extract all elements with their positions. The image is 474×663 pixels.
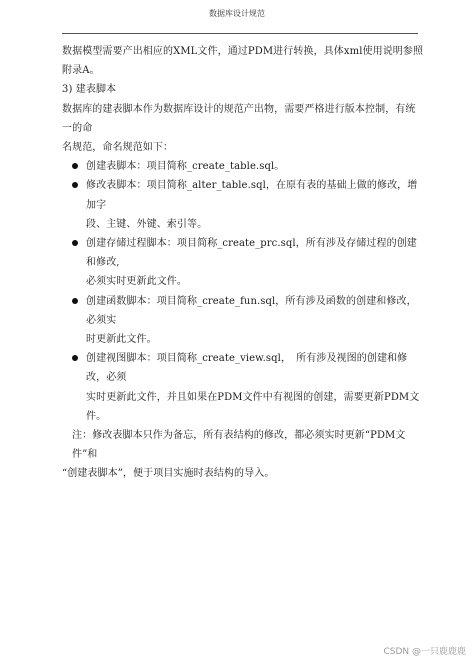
list-item-line-1: 创建表脚本：项目简称_create_table.sql。 bbox=[86, 161, 285, 173]
list-item-line-2: 段、主键、外键、索引等。 bbox=[86, 218, 208, 230]
list-item-line-1: 创建存储过程脚本：项目简称_create_prc.sql，所有涉及存储过程的创建和修改, bbox=[86, 238, 417, 269]
section-intro-line-2: 名规范，命名规范如下： bbox=[62, 142, 174, 154]
section-intro-line-1: 数据库的建表脚本作为数据库设计的规范产出物，需要严格进行版本控制，有统一的命 bbox=[62, 103, 416, 134]
header-divider bbox=[62, 33, 418, 34]
bullet-icon bbox=[72, 182, 78, 188]
bullet-icon bbox=[72, 298, 78, 304]
list-item-line-1: 创建视图脚本：项目简称_create_view.sql， 所有涉及视图的创建和修改，必须 bbox=[86, 353, 408, 384]
watermark: CSDN @一只鹿鹿鹿 bbox=[383, 647, 466, 657]
note-line-2: “创建表脚本”，便于项目实施时表结构的导入。 bbox=[62, 468, 275, 480]
bullet-icon bbox=[72, 240, 78, 246]
page-header-title: 数据库设计规范 bbox=[209, 9, 265, 18]
list-item-line-1: 修改表脚本：项目简称_alter_table.sql，在原有表的基础上做的修改，增加字 bbox=[86, 180, 418, 211]
list-item bbox=[62, 234, 424, 292]
page-body bbox=[62, 42, 424, 484]
list-item bbox=[62, 157, 424, 176]
list-item bbox=[62, 292, 424, 350]
bullet-icon bbox=[72, 355, 78, 361]
list-item bbox=[62, 176, 424, 234]
list-item-line-2: 必须实时更新此文件。 bbox=[86, 276, 187, 288]
naming-rules-list bbox=[62, 157, 424, 426]
bullet-icon bbox=[72, 163, 78, 169]
list-item bbox=[62, 349, 424, 426]
section-heading: 3) 建表脚本 bbox=[62, 84, 117, 96]
list-item-line-2: 时更新此文件。 bbox=[86, 334, 157, 346]
note-line-1: 注：修改表脚本只作为备忘，所有表结构的修改，都必须实时更新“PDM文件”和 bbox=[72, 430, 406, 461]
intro-paragraph: 数据模型需要产出相应的XML文件，通过PDM进行转换，具体xml使用说明参照附录A。 bbox=[62, 46, 424, 77]
list-item-line-1: 创建函数脚本：项目简称_create_fun.sql，所有涉及函数的创建和修改，必须实 bbox=[86, 295, 417, 326]
list-item-line-2: 实时更新此文件，并且如果在PDM文件中有视图的创建，需要更新PDM文件。 bbox=[86, 391, 420, 422]
